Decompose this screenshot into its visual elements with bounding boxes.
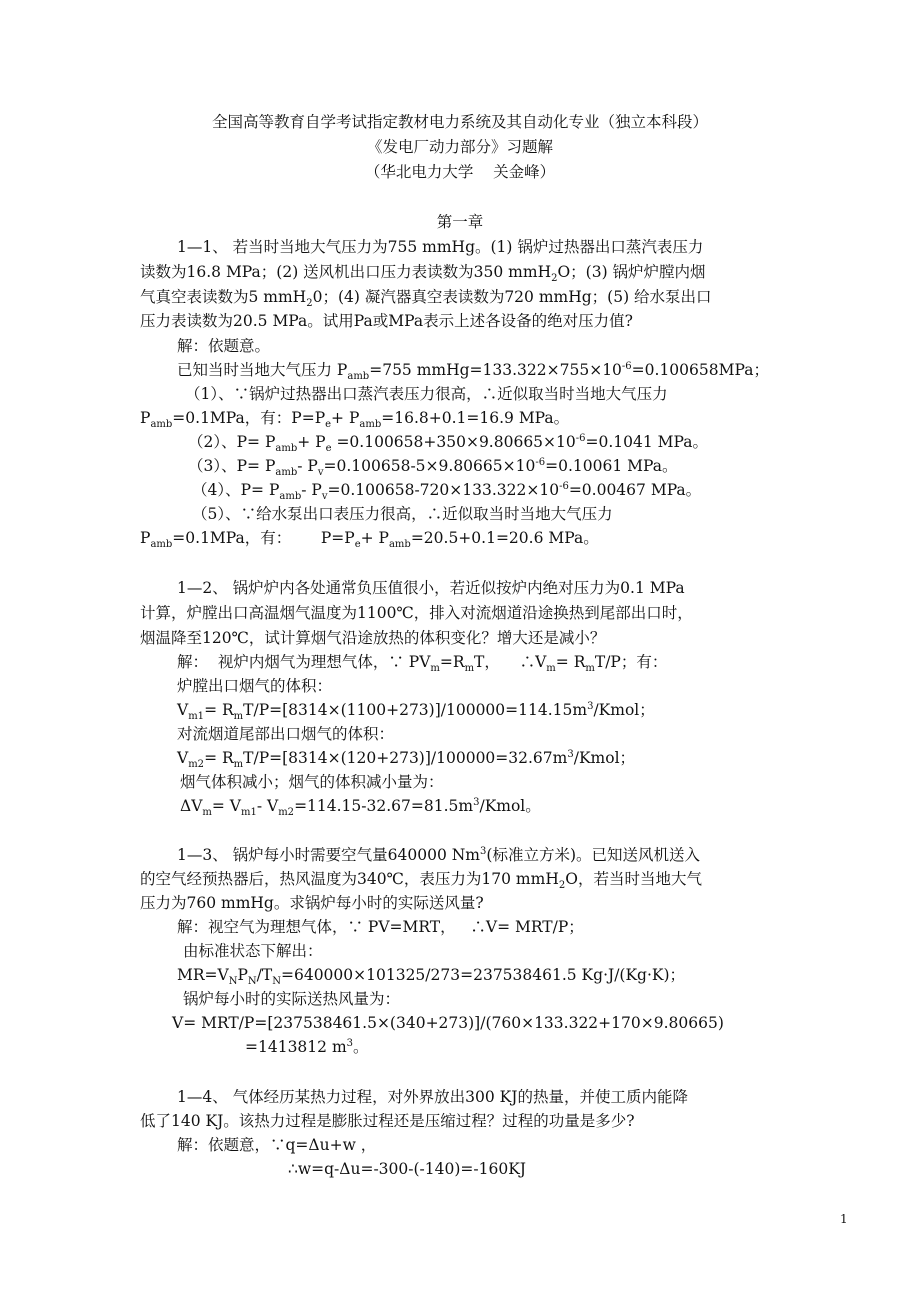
chapter-heading: 第一章 [436, 213, 484, 231]
p1-solution-line1: 解：依题意。 [177, 337, 271, 355]
p4-solution-line1: 解：依题意，∵q=Δu+w ， [177, 1136, 377, 1154]
p2-solution-line3: $V_{m1}=$ $R_mT/P=[8314\times(1100+273)]/100000=114.15m^3$/Kmol； [177, 700, 655, 723]
p1-solution-line3: （1）、∵锅炉过热器出口蒸汽表压力很高，∴近似取当时当地大气压力 [185, 385, 668, 403]
p4-statement-line1: 1—4、 气体经历某热力过程，对外界放出300 KJ的热量，并使工质内能降 [177, 1088, 688, 1106]
p1-solution-line7: （4）、$P= P_{amb}-$ $P_v=0.100658-720\times 133.322\times 10^{-6}=0.00467$ MPa。 [192, 480, 702, 503]
p3-statement-line2: 的空气经预热器后，热风温度为340℃，表压力为170 mmH$_2$O，若当时当地大气 [140, 870, 702, 892]
p3-solution-line2: 由标准状态下解出： [183, 942, 323, 960]
p2-statement-line2: 计算，炉膛出口高温烟气温度为1100℃，排入对流烟道沿途换热到尾部出口时， [140, 604, 693, 622]
p2-solution-line4: 对流烟道尾部出口烟气的体积： [177, 725, 395, 743]
p2-solution-line1: 解： 视炉内烟气为理想气体，∵ $PV_m=R_mT$， $\therefore V_m= R_mT/P$；有： [177, 653, 668, 675]
p4-statement-line2: 低了140 KJ。该热力过程是膨胀过程还是压缩过程？过程的功量是多少? [140, 1112, 635, 1130]
p1-solution-line2: 已知当时当地大气压力 $P_{amb}=755$ $mmHg=133.322\times 755\times 10^{-6}=0.100658MPa$； [177, 360, 769, 383]
p1-statement-line1: 1—1、 若当时当地大气压力为755 mmHg。(1) 锅炉过热器出口蒸汽表压力 [177, 238, 704, 256]
p2-solution-line2: 炉膛出口烟气的体积： [177, 677, 333, 695]
p3-solution-line6: =1413812 $m^3$。 [245, 1037, 369, 1056]
p1-solution-line9: $P_{amb}=0.1MPa$，有： $P=P_e+ P_{amb}=20.5+0.1=20.6$ MPa。 [140, 529, 599, 551]
p3-statement-line1: 1—3、 锅炉每小时需要空气量640000 Nm$^3$(标准立方米)。已知送风机送入 [177, 845, 700, 864]
p1-solution-line5: （2）、$P= P_{amb}+ P_e =0.100658+350\times 9.80665\times 10^{-6}=0.1041$ MPa。 [188, 432, 709, 455]
p1-statement-line3: 气真空表读数为5 mmH$_2$0；(4) 凝汽器真空表读数为720 mmHg；(5) 给水泵出口 [140, 288, 712, 310]
page-number: 1 [840, 1212, 848, 1226]
p3-solution-line5: V= MRT/P=[237538461.5×(340+273)]/(760×133.322+170×9.80665) [172, 1014, 724, 1032]
p1-solution-line4: $P_{amb}=0.1MPa$，有：$P=P_e+ P_{amb}=16.8+0.1=16.9$ MPa。 [140, 409, 570, 431]
p3-statement-line3: 压力为760 mmHg。求锅炉每小时的实际送风量? [140, 894, 484, 912]
p3-solution-line4: 锅炉每小时的实际送热风量为： [183, 990, 401, 1008]
p1-solution-line6: （3）、$P= P_{amb}-$ $P_v=0.100658-5\times 9.80665\times 10^{-6}=0.10061$ MPa。 [188, 456, 678, 479]
p3-solution-line1: 解：视空气为理想气体，∵ PV=MRT， ∴V= MRT/P； [177, 918, 584, 936]
p2-solution-line6: 烟气体积减小；烟气的体积减小量为： [180, 773, 444, 791]
title-line-3: （华北电力大学 关金峰） [364, 163, 556, 181]
p4-solution-line2: ∴w=q-Δu=-300-(-140)=-160KJ [288, 1160, 527, 1178]
p1-statement-line2: 读数为16.8 MPa；(2) 送风机出口压力表读数为350 mmH$_2$O；(3) 锅炉炉膛内烟 [140, 263, 706, 285]
title-line-2: 《发电厂动力部分》习题解 [366, 138, 553, 156]
p3-solution-line3: $MR=V_NP_N/T_N=640000\times 101325/273=237538461.5$ Kg·J/(Kg·K)； [177, 966, 686, 988]
p1-solution-line8: （5）、∵给水泵出口表压力很高，∴近似取当时当地大气压力 [192, 505, 613, 523]
p2-solution-line5: $V_{m2}=$ $R_mT/P=[8314\times(120+273)]/100000=32.67m^3$/Kmol； [177, 748, 636, 771]
p2-solution-line7: $\Delta V_m= V_{m1}-$ $V_{m2}=114.15-32.67=81.5m^3$/Kmol。 [180, 796, 541, 819]
p1-statement-line4: 压力表读数为20.5 MPa。试用Pa或MPa表示上述各设备的绝对压力值? [140, 312, 633, 330]
title-line-1: 全国高等教育自学考试指定教材电力系统及其自动化专业（独立本科段） [211, 113, 708, 131]
p2-statement-line3: 烟温降至120℃，试计算烟气沿途放热的体积变化？增大还是减小？ [140, 629, 606, 647]
p2-statement-line1: 1—2、 锅炉炉内各处通常负压值很小，若近似按炉内绝对压力为0.1 MPa [177, 579, 685, 597]
